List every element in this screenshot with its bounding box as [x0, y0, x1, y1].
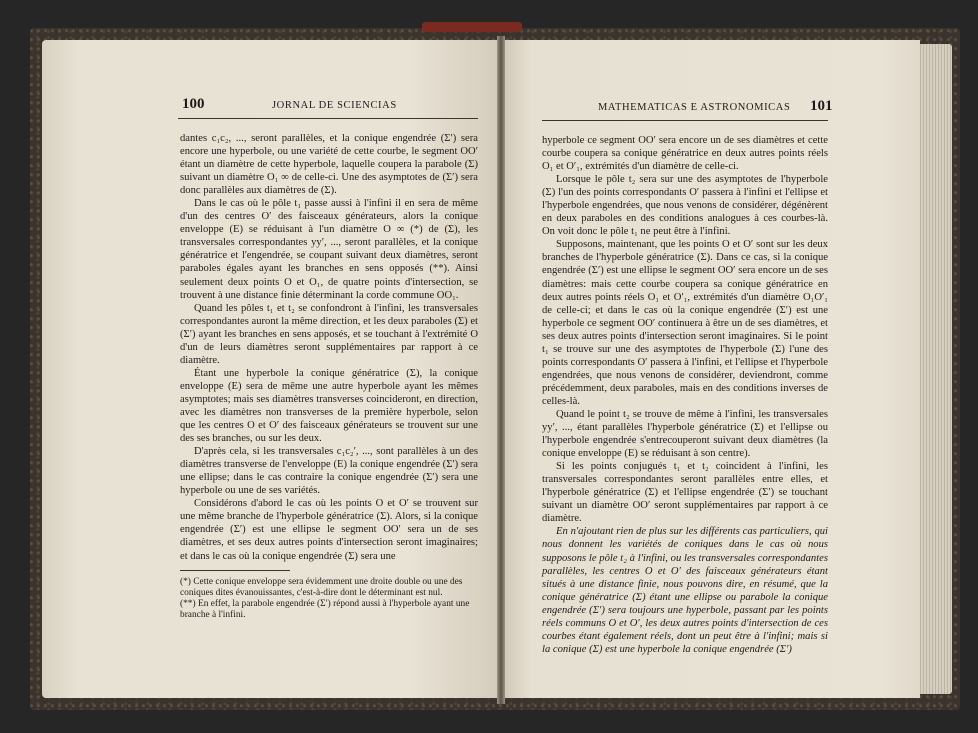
page-number: 100 [182, 96, 205, 112]
running-head: JORNAL DE SCIENCIAS [272, 100, 397, 111]
paragraph: Lorsque le pôle t₂ sera sur une des asymptotes de l'hyperbole (Σ) l'un des points correspondants O′ passera à l'infini et l'ellipse et l'hyperbole engendrées, que nous venons de considérer, dégénèrent en deux paraboles en des conditions analogues à ces courbes-là. On voit donc le pôle t₁ ne peut être à l'infini. [542, 174, 828, 238]
paragraph: Étant une hyperbole la conique génératrice (Σ), la conique enveloppe (E) sera de même une autre hyperbole ayant les mêmes asymptotes; mais ses diamètres transverses coincideront, en direction, avec les diamètres non transverses de la première hyperbole, selon que les centres O et O′ des faisceaux générateurs se trouvent sur une des ses branches, ou sur les deux. [180, 367, 478, 445]
spine-headband [422, 22, 522, 32]
paragraph: Considérons d'abord le cas où les points O et O′ se trouvent sur une même branche de l'hyperbole génératrice (Σ). Alors, si la conique engendrée (Σ′) est une ellipse le segment OO′ sera un de ses diamètres, et ses deux autres points d'intersection seront imaginaires; et dans le cas où la conique engendrée (Σ) sera une [180, 498, 478, 562]
paragraph: Quand le point t₂ se trouve de même à l'infini, les transversales yy′, ..., étant parallèles l'hyperbole génératrice (Σ) et l'ellipse ou l'hyperbole engendrée s'entrecouperont suivant deux diamètres (la conique enveloppe (E) se réduisant à son centre). [542, 408, 828, 460]
body-text [180, 132, 478, 563]
header-rule [178, 118, 478, 119]
footnotes [180, 577, 478, 621]
right-page [502, 40, 920, 698]
paragraph: Si les points conjugués t₁ et t₂ coincident à l'infini, les transversales correspondantes seront parallèles entre elles, et l'hyperbole génératrice (Σ) et l'ellipse engendrée (Σ′) se touchant suivant un diamètre OO′ seront supplémentaires par rapport à ce diamètre. [542, 461, 828, 525]
paragraph: Supposons, maintenant, que les points O et O′ sont sur les deux branches de l'hyperbole génératrice (Σ). Dans ce cas, si la conique engendrée (Σ′) est une ellipse le segment OO′ sera encore un de ses diamètres: mais cette courbe coupera sa conique génératrice en deux autres points réels O₁ et O′₁, extrémités d'un diamètre O₁O′₁ de celle-ci; et dans le cas où la conique engendrée (Σ′) est une hyperbole ce segment OO′ continuera à être un de ses diamètres, et ses deux autres points d'intersection seront imaginaires. Si le point t₁ se trouve sur une des asymptotes de l'hyperbole (Σ) l'une des points correspondants O′ passera à l'infini, et l'ellipse et l'hyperbole engendrées, que nous venons de considérer, deviendront, comme précédemment, deux paraboles, mais en des conditions inverses de celles-là. [542, 239, 828, 407]
body-text [542, 134, 828, 656]
paragraph: Dans le cas où le pôle t₁ passe aussi à l'infini il en sera de même d'un des centres O′ des faisceaux générateurs, alors la conique enveloppe (E) se réduisant à l'un diamètre O ∞ (*) de (Σ), les transversales correspondantes yy′, ..., seront parallèles, et la conique génératrice et l'engendrée, se coupant suivant deux diamètres, seront paraboles égales ayant les branches en sens opposés (**). Ainsi seulement deux points O et O₁, de quatre points d'intersection, se trouvent à une distance finie déterminant la corde commune OO₁. [180, 198, 478, 301]
paragraph: En n'ajoutant rien de plus sur les différents cas particuliers, qui nous donnent les variétés de coniques dans le cas où nous supposons le pôle t₂ à l'infini, ou les transversales correspondantes parallèles, les centres O et O′ des faisceaux générateurs étant situés à une distance finie, nous pouvons dire, en résumé, que la conique génératrice (Σ) étant une ellipse ou parabole la conique engendrée (Σ′) sera toujours une hyperbole, passant par les points réels communs O et O′, les deux autres points d'intersection de ces courbes étant également réels, dont un peut être à l'infini; mais si la conique (Σ) est une hyperbole la conique engendrée (Σ′) [542, 526, 828, 655]
book-gutter [497, 36, 505, 704]
running-head: MATHEMATICAS E ASTRONOMICAS [598, 102, 791, 113]
paragraph: D'après cela, si les transversales c₁c₂′, ..., sont parallèles à un des diamètres transverse de l'enveloppe (E) la conique engendrée (Σ′) sera une ellipse; dans le cas contraire la conique engendrée (Σ′) sera une hyperbole ou une de ses variétés. [180, 446, 478, 497]
footnote: (**) En effet, la parabole engendrée (Σ′) répond aussi à l'hyperbole ayant une branche à l'infini. [180, 599, 470, 620]
footnote-rule [180, 570, 290, 571]
header-rule [542, 120, 828, 121]
paragraph: Quand les pôles t₁ et t₂ se confondront à l'infini, les transversales correspondantes auront la même direction, et les deux paraboles (Σ) et (Σ′) ayant les branches en sens apposés, et se touchant à l'extrémité O d'un de leurs diamètres seront supplémentaires par rapport à ce diamètre. [180, 302, 478, 366]
page-number: 101 [810, 98, 833, 114]
footnote: (*) Cette conique enveloppe sera évidemment une droite double ou une des coniques dites évanouissantes, c'est-à-dire dont le déterminant est nul. [180, 577, 463, 598]
paragraph: dantes c₁c₂, ..., seront parallèles, et la conique engendrée (Σ′) sera encore une hyperbole, ou une variété de cette courbe, le segment OO′ étant un diamètre de cette hyperbole, laquelle coupera la parabole (Σ) suivant un diamètre O₁ ∞ de celle-ci. Une des asymptotes de (Σ′) sera donc parallèles aux diamètres de (Σ). [180, 133, 478, 197]
page-edges [918, 44, 952, 694]
left-page [42, 40, 500, 698]
paragraph: hyperbole ce segment OO′ sera encore un de ses diamètres et cette courbe coupera sa conique génératrice en deux autres points réels O₁ et O′₁, extrémités d'un diamètre de celle-ci. [542, 135, 828, 173]
